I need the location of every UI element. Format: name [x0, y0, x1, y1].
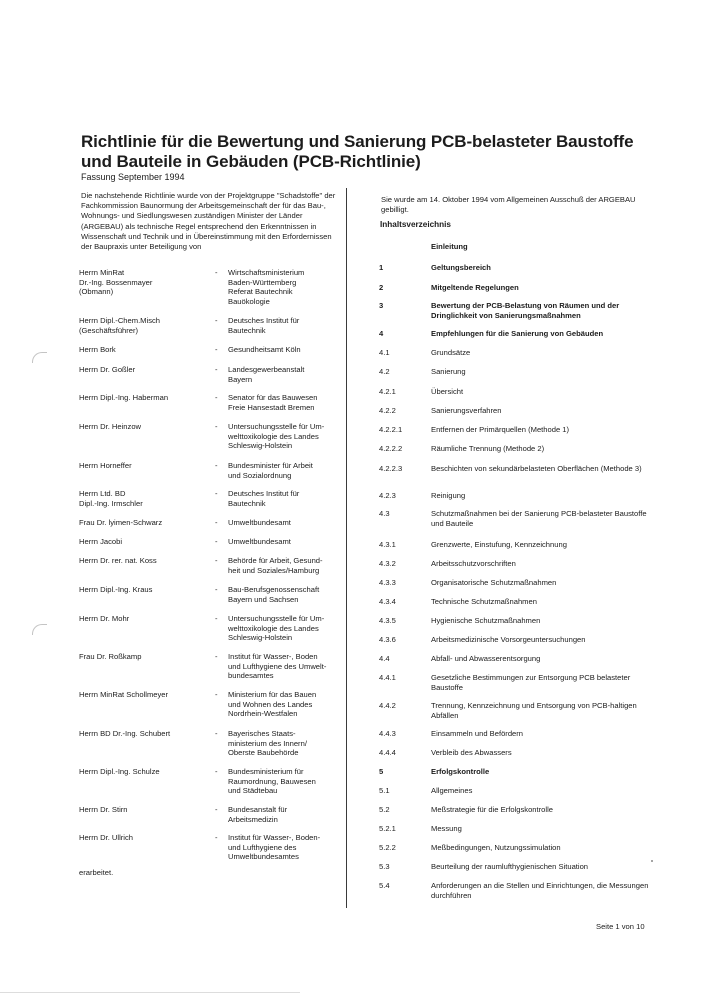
member-name: Herrn Dipl.-Ing. Kraus — [79, 585, 153, 594]
approval-note: Sie wurde am 14. Oktober 1994 vom Allgemeinen Ausschuß der ARGEBAU gebilligt. — [381, 195, 636, 214]
member-institution: Institut für Wasser-, Boden und Lufthygiene des Umwelt- bundesamtes — [228, 652, 327, 680]
member-name: Herrn Jacobi — [79, 537, 123, 546]
document-date: Fassung September 1994 — [81, 172, 185, 182]
toc-number: 4.2.1 — [379, 387, 396, 396]
toc-number: 5.2.1 — [379, 824, 396, 833]
member-dash: - — [215, 690, 218, 699]
toc-number: 4.2.2.1 — [379, 425, 403, 434]
member-institution: Senator für das Bauwesen Freie Hansestadt Bremen — [228, 393, 318, 412]
member-institution: Gesundheitsamt Köln — [228, 345, 301, 354]
toc-number: 4.3.3 — [379, 578, 396, 587]
member-name: Herrn Dr. rer. nat. Koss — [79, 556, 157, 565]
member-dash: - — [215, 585, 218, 594]
toc-entry-title: Grenzwerte, Einstufung, Kennzeichnung — [431, 540, 567, 549]
toc-entry-title: Räumliche Trennung (Methode 2) — [431, 444, 545, 453]
toc-number: 4.1 — [379, 348, 390, 357]
page-number: Seite 1 von 10 — [596, 922, 645, 931]
toc-entry-title: Sanierungsverfahren — [431, 406, 502, 415]
closing-text: erarbeitet. — [79, 868, 114, 877]
document-title: Richtlinie für die Bewertung und Sanierung PCB-belasteter Baustoffe und Bauteile in Gebäuden (PCB-Richtlinie) — [81, 132, 634, 171]
member-name: Herrn Bork — [79, 345, 116, 354]
toc-entry-title: Beschichten von sekundärbelasteten Oberflächen (Methode 3) — [431, 464, 642, 473]
toc-entry-title: Geltungsbereich — [431, 263, 491, 272]
toc-number: 5.2 — [379, 805, 390, 814]
member-institution: Behörde für Arbeit, Gesund- heit und Soziales/Hamburg — [228, 556, 323, 575]
member-name: Herrn Ltd. BD Dipl.-Ing. Irmschler — [79, 489, 143, 508]
toc-entry-title: Einleitung — [431, 242, 468, 251]
member-institution: Landesgewerbeanstalt Bayern — [228, 365, 305, 384]
toc-entry-title: Bewertung der PCB-Belastung von Räumen und der Dringlichkeit von Sanierungsmaßnahmen — [431, 301, 620, 320]
toc-number: 4.3.1 — [379, 540, 396, 549]
toc-number: 4.3.4 — [379, 597, 396, 606]
member-dash: - — [215, 461, 218, 470]
toc-number: 5.2.2 — [379, 843, 396, 852]
member-dash: - — [215, 518, 218, 527]
toc-entry-title: Reinigung — [431, 491, 466, 500]
toc-number: 4.2.2.2 — [379, 444, 403, 453]
toc-number: 4.4.1 — [379, 673, 396, 682]
toc-number: 4.3.5 — [379, 616, 396, 625]
member-institution: Deutsches Institut für Bautechnik — [228, 316, 300, 335]
member-name: Herrn MinRat Dr.-Ing. Bossenmayer (Obmann) — [79, 268, 153, 296]
toc-number: 4.2 — [379, 367, 390, 376]
member-dash: - — [215, 556, 218, 565]
member-name: Herrn Dipl.-Ing. Haberman — [79, 393, 169, 402]
member-dash: - — [215, 316, 218, 325]
toc-entry-title: Trennung, Kennzeichnung und Entsorgung von PCB-haltigen Abfällen — [431, 701, 637, 720]
toc-number: 4.4.2 — [379, 701, 396, 710]
member-institution: Bau-Berufsgenossenschaft Bayern und Sachsen — [228, 585, 320, 604]
intro-paragraph: Die nachstehende Richtlinie wurde von der Projektgruppe "Schadstoffe" der Fachkommission Baunormung der Arbeitsgemeinschaft der für das Bau-, Wohnungs- und Siedlungswesen zuständigen Minister der Länder (ARGEBAU) als technische Regel entsprechend den Erkenntnissen in Wissenschaft und Technik und in Übereinstimmung mit den Erfordernissen der Baupraxis unter Beteiligung von — [81, 191, 336, 252]
member-dash: - — [215, 767, 218, 776]
member-name: Frau Dr. lyimen-Schwarz — [79, 518, 163, 527]
member-institution: Wirtschaftsministerium Baden-Württemberg Referat Bautechnik Bauökologie — [228, 268, 305, 306]
toc-entry-title: Empfehlungen für die Sanierung von Gebäuden — [431, 329, 604, 338]
member-dash: - — [215, 345, 218, 354]
member-institution: Umweltbundesamt — [228, 518, 291, 527]
toc-number: 5.4 — [379, 881, 390, 890]
member-dash: - — [215, 489, 218, 498]
member-institution: Untersuchungsstelle für Um- welttoxikologie des Landes Schleswig-Holstein — [228, 422, 325, 450]
member-dash: - — [215, 729, 218, 738]
member-institution: Deutsches Institut für Bautechnik — [228, 489, 300, 508]
member-name: Herrn Dr. Goßler — [79, 365, 136, 374]
toc-entry-title: Messung — [431, 824, 462, 833]
toc-number: 4.2.2.3 — [379, 464, 403, 473]
toc-entry-title: Beurteilung der raumlufthygienischen Situation — [431, 862, 589, 871]
toc-entry-title: Meßbedingungen, Nutzungssimulation — [431, 843, 561, 852]
toc-number: 4.4 — [379, 654, 390, 663]
toc-entry-title: Arbeitsmedizinische Vorsorgeuntersuchungen — [431, 635, 586, 644]
toc-entry-title: Einsammeln und Befördern — [431, 729, 524, 738]
toc-entry-title: Allgemeines — [431, 786, 473, 795]
member-name: Herrn Horneffer — [79, 461, 132, 470]
member-institution: Bundesminister für Arbeit und Sozialordnung — [228, 461, 313, 480]
member-dash: - — [215, 268, 218, 277]
member-name: Herrn MinRat Schollmeyer — [79, 690, 169, 699]
toc-number: 4.3 — [379, 509, 390, 518]
member-dash: - — [215, 833, 218, 842]
toc-entry-title: Meßstrategie für die Erfolgskontrolle — [431, 805, 553, 814]
member-dash: - — [215, 537, 218, 546]
toc-entry-title: Verbleib des Abwassers — [431, 748, 512, 757]
toc-entry-title: Anforderungen an die Stellen und Einrichtungen, die Messungen durchführen — [431, 881, 649, 900]
scan-artifact — [32, 624, 47, 635]
toc-number: 5.1 — [379, 786, 390, 795]
toc-number: 4.4.3 — [379, 729, 396, 738]
member-institution: Institut für Wasser-, Boden- und Lufthygiene des Umweltbundesamtes — [228, 833, 321, 861]
scan-artifact — [32, 352, 47, 363]
toc-entry-title: Abfall- und Abwasserentsorgung — [431, 654, 541, 663]
member-name: Herrn Dr. Mohr — [79, 614, 130, 623]
member-institution: Umweltbundesamt — [228, 537, 291, 546]
toc-entry-title: Technische Schutzmaßnahmen — [431, 597, 537, 606]
column-divider — [346, 188, 347, 908]
toc-entry-title: Sanierung — [431, 367, 466, 376]
toc-number: 5 — [379, 767, 384, 776]
member-dash: - — [215, 422, 218, 431]
toc-entry-title: Schutzmaßnahmen bei der Sanierung PCB-belasteter Baustoffe und Bauteile — [431, 509, 647, 528]
member-name: Herrn Dipl.-Ing. Schulze — [79, 767, 160, 776]
toc-entry-title: Hygienische Schutzmaßnahmen — [431, 616, 541, 625]
toc-number: 4.2.2 — [379, 406, 396, 415]
toc-entry-title: Mitgeltende Regelungen — [431, 283, 519, 292]
toc-number: 4.2.3 — [379, 491, 396, 500]
member-name: Herrn BD Dr.-Ing. Schubert — [79, 729, 171, 738]
member-name: Herrn Dipl.-Chem.Misch (Geschäftsführer) — [79, 316, 161, 335]
toc-number: 5.3 — [379, 862, 390, 871]
toc-number: 4 — [379, 329, 384, 338]
member-institution: Bayerisches Staats- ministerium des Innern/ Oberste Baubehörde — [228, 729, 307, 757]
toc-entry-title: Arbeitsschutzvorschriften — [431, 559, 516, 568]
member-institution: Bundesministerium für Raumordnung, Bauwesen und Städtebau — [228, 767, 316, 795]
toc-number: 4.4.4 — [379, 748, 396, 757]
member-institution: Untersuchungsstelle für Um- welttoxikologie des Landes Schleswig-Holstein — [228, 614, 325, 642]
member-name: Herrn Dr. Ullrich — [79, 833, 134, 842]
member-dash: - — [215, 805, 218, 814]
toc-number: 4.3.2 — [379, 559, 396, 568]
member-institution: Ministerium für das Bauen und Wohnen des Landes Nordrhein-Westfalen — [228, 690, 317, 718]
toc-number: 2 — [379, 283, 384, 292]
toc-entry-title: Organisatorische Schutzmaßnahmen — [431, 578, 557, 587]
toc-entry-title: Grundsätze — [431, 348, 471, 357]
toc-entry-title: Entfernen der Primärquellen (Methode 1) — [431, 425, 570, 434]
toc-number: 1 — [379, 263, 384, 272]
toc-entry-title: Übersicht — [431, 387, 464, 396]
toc-entry-title: Gesetzliche Bestimmungen zur Entsorgung PCB belasteter Baustoffe — [431, 673, 631, 692]
member-dash: - — [215, 614, 218, 623]
member-name: Herrn Dr. Stirn — [79, 805, 128, 814]
member-dash: - — [215, 393, 218, 402]
scan-speck — [651, 860, 653, 862]
toc-number: 3 — [379, 301, 384, 310]
scan-edge — [0, 992, 300, 993]
member-dash: - — [215, 652, 218, 661]
toc-entry-title: Erfolgskontrolle — [431, 767, 490, 776]
toc-number: 4.3.6 — [379, 635, 396, 644]
member-name: Frau Dr. Roßkamp — [79, 652, 142, 661]
member-dash: - — [215, 365, 218, 374]
member-institution: Bundesanstalt für Arbeitsmedizin — [228, 805, 288, 824]
toc-heading: Inhaltsverzeichnis — [380, 220, 451, 229]
member-name: Herrn Dr. Heinzow — [79, 422, 142, 431]
